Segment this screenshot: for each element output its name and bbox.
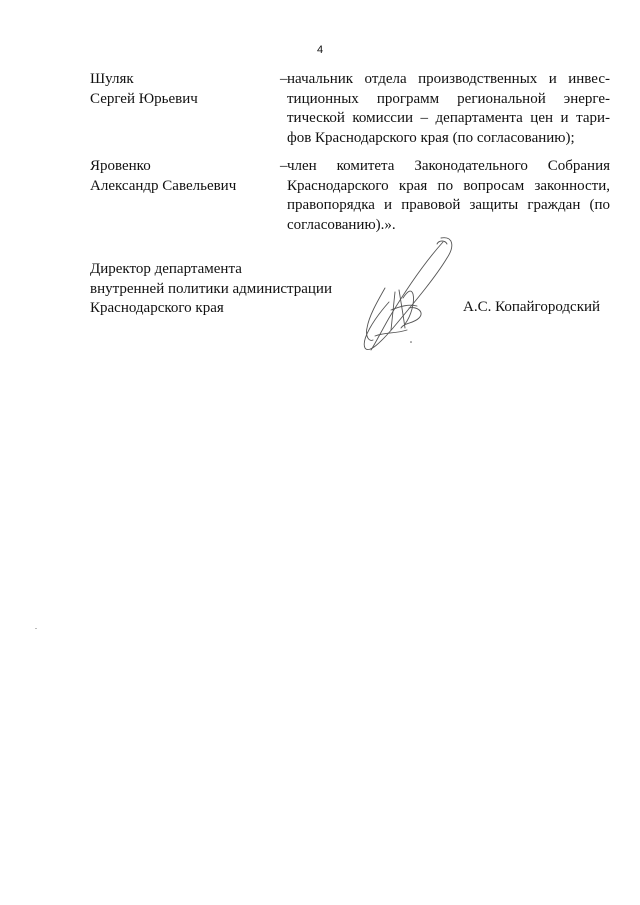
- member-description: [287, 70, 610, 148]
- member-given-names: Александр Савельевич: [90, 177, 237, 194]
- scan-speck: [35, 628, 37, 629]
- signatory-position: [90, 260, 332, 319]
- position-line: Директор департамента: [90, 261, 242, 277]
- handwritten-signature: [355, 232, 465, 362]
- member-name: [90, 70, 270, 109]
- description-line: тической комиссии – департамента цен и тари-: [287, 110, 610, 126]
- member-surname: Яровенко: [90, 158, 151, 174]
- page-number: 4: [316, 44, 324, 56]
- description-line: тиционных программ региональной энерге-: [287, 90, 610, 107]
- member-name: [90, 157, 270, 196]
- description-line: Краснодарского края по вопросам законности,: [287, 177, 610, 194]
- description-line: фов Краснодарского края (по согласованию);: [287, 129, 575, 146]
- description-line: согласованию).».: [287, 216, 396, 233]
- signer-name: А.С. Копайгородский: [463, 299, 601, 315]
- description-line: правопорядка и правовой защиты граждан (по: [287, 197, 610, 213]
- position-line: внутренней политики администрации: [90, 280, 332, 297]
- member-dash: –: [280, 71, 288, 87]
- description-line: начальник отдела производственных и инвес-: [287, 71, 610, 87]
- member-surname: Шуляк: [90, 71, 134, 87]
- member-given-names: Сергей Юрьевич: [90, 90, 198, 107]
- member-dash: –: [280, 158, 288, 174]
- member-description: [287, 157, 610, 235]
- description-line: член комитета Законодательного Собрания: [287, 158, 610, 174]
- position-line: Краснодарского края: [90, 300, 224, 316]
